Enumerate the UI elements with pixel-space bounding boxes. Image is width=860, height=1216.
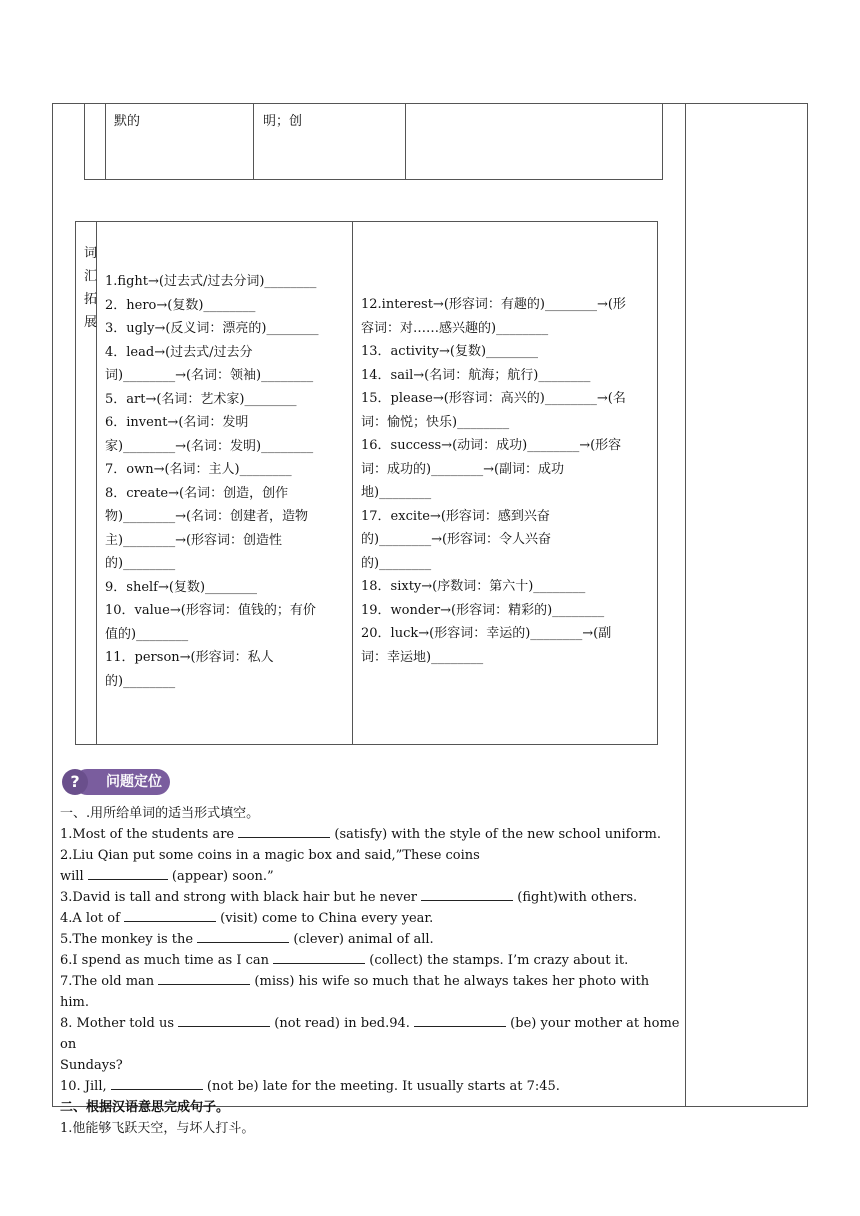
vocab-line: 10．value→(形容词：值钱的；有价 [105,603,316,618]
answer-blank[interactable] [158,972,250,985]
answer-blank[interactable] [111,1077,203,1090]
answer-blank[interactable] [124,909,216,922]
exercise-text: (appear) soon.” [167,869,274,884]
exercise-line [60,929,680,950]
exercise-text: 5.The monkey is the [60,932,198,947]
exercise-text: (not be) late for the meeting. It usually starts at 7:45. [202,1079,560,1094]
answer-blank[interactable] [88,867,168,880]
vocab-line: 9．shelf→(复数)________ [105,579,258,595]
vocab-line: 5．art→(名词：艺术家)________ [105,391,297,407]
exercise-text: (visit) come to China every year. [216,911,434,926]
vocab-line: 8．create→(名词：创造，创作 [105,485,289,501]
top-table-divider [405,104,406,179]
vocab-line: 14．sail→(名词：航海；航行)________ [361,367,591,383]
vocab-line: 16．success→(动词：成功)________→(形容 [361,438,622,453]
answer-blank[interactable] [238,825,330,838]
problem-location-badge [60,767,172,797]
answer-blank[interactable] [197,930,289,943]
exercise-line: Sundays? [60,1058,123,1073]
top-table-fragment [84,103,663,180]
vocab-line: 11．person→(形容词：私人 [105,650,274,665]
vocab-right-column [361,293,651,669]
vocab-line: 的)________→(形容词：令人兴奋 [361,532,552,547]
exercise-text: (collect) the stamps. I’m crazy about it. [365,953,629,968]
vocab-line: 词：幸运地)________ [361,649,484,665]
top-table-cell-text: 明；创 [263,114,303,129]
vocab-line: 18．sixty→(序数词：第六十)________ [361,579,586,594]
vocab-line: 词)________→(名词：领袖)________ [105,368,314,383]
question-mark-icon: ? [62,769,88,795]
vocab-line: 主)________→(形容词：创造性 [105,532,283,548]
vocab-line: 容词：对……感兴趣的)________ [361,320,549,336]
vocab-left-column [105,270,345,693]
vocab-line: 词：愉悦；快乐)________ [361,414,510,430]
exercise-line: 1.他能够飞跃天空，与坏人打斗。 [60,1121,255,1136]
vocab-line: 17．excite→(形容词：感到兴奋 [361,508,550,524]
vocab-line: 3．ugly→(反义词：漂亮的)________ [105,321,319,336]
vocab-line: 15．please→(形容词：高兴的)________→(名 [361,391,626,406]
side-label-char: 词 [84,246,98,261]
exercise-line [60,908,680,929]
vocab-table-divider [352,222,353,744]
exercise-text: 3.David is tall and strong with black hair but he never [60,890,422,905]
answer-blank[interactable] [414,1014,506,1027]
answer-blank[interactable] [178,1014,270,1027]
vocab-line: 的)________ [105,673,176,689]
vocab-side-label [84,242,100,334]
vocab-line: 值的)________ [105,626,189,642]
vocab-line: 1.fight→(过去式/过去分词)________ [105,274,317,289]
exercise-line: 2.Liu Qian put some coins in a magic box and said,”These coins [60,848,480,863]
badge-label: 问题定位 [74,769,170,795]
vocab-line: 的)________ [361,555,432,571]
exercises-section [60,803,680,1139]
side-label-char: 展 [84,315,98,330]
section-title: 一、.用所给单词的适当形式填空。 [60,806,260,821]
vocab-line: 12.interest→(形容词：有趣的)________→(形 [361,297,626,312]
side-label-char: 拓 [84,292,98,307]
exercise-text: (satisfy) with the style of the new school uniform. [330,827,661,842]
exercise-text: 7.The old man [60,974,159,989]
exercise-line [60,824,680,845]
top-table-cell-text: 默的 [114,114,141,129]
exercise-text: will [60,869,88,884]
outer-table-column-divider [685,103,686,1107]
vocabulary-expansion-table [75,221,658,745]
top-table-divider [105,104,106,179]
vocab-line: 物)________→(名词：创建者，造物 [105,509,309,524]
answer-blank[interactable] [273,951,365,964]
vocab-line: 2．hero→(复数)________ [105,297,256,313]
exercise-text: 8. Mother told us [60,1016,179,1031]
exercise-text: 4.A lot of [60,911,125,926]
vocab-line: 4．lead→(过去式/过去分 [105,344,253,360]
top-table-divider [253,104,254,179]
exercise-text: (clever) animal of all. [289,932,434,947]
exercise-line [60,887,680,908]
exercise-text: 6.I spend as much time as I can [60,953,274,968]
vocab-line: 20．luck→(形容词：幸运的)________→(副 [361,626,612,641]
section-title: 二、根据汉语意思完成句子。 [60,1100,230,1115]
vocab-line: 19．wonder→(形容词：精彩的)________ [361,602,605,618]
exercise-line [60,1076,680,1097]
vocab-line: 的)________ [105,556,176,571]
answer-blank[interactable] [421,888,513,901]
vocab-line: 6．invent→(名词：发明 [105,415,249,430]
exercise-text: 1.Most of the students are [60,827,239,842]
exercise-line [60,866,680,887]
exercise-text: (be) your mother at home on [60,1016,680,1052]
exercise-text: 10. Jill, [60,1079,111,1094]
exercise-text: (miss) his wife so much that he always takes her photo with him. [60,974,650,1010]
exercise-line [60,950,680,971]
vocab-line: 13．activity→(复数)________ [361,344,539,359]
exercise-text: (fight)with others. [513,890,638,905]
vocab-line: 家)________→(名词：发明)________ [105,438,314,454]
vocab-line: 词：成功的)________→(副词：成功 [361,461,565,477]
vocab-line: 地)________ [361,485,432,500]
exercise-text: (not read) in bed.94. [270,1016,415,1031]
exercise-line [60,971,680,1013]
exercise-line [60,1013,680,1055]
vocab-line: 7．own→(名词：主人)________ [105,462,292,477]
side-label-char: 汇 [84,269,98,284]
